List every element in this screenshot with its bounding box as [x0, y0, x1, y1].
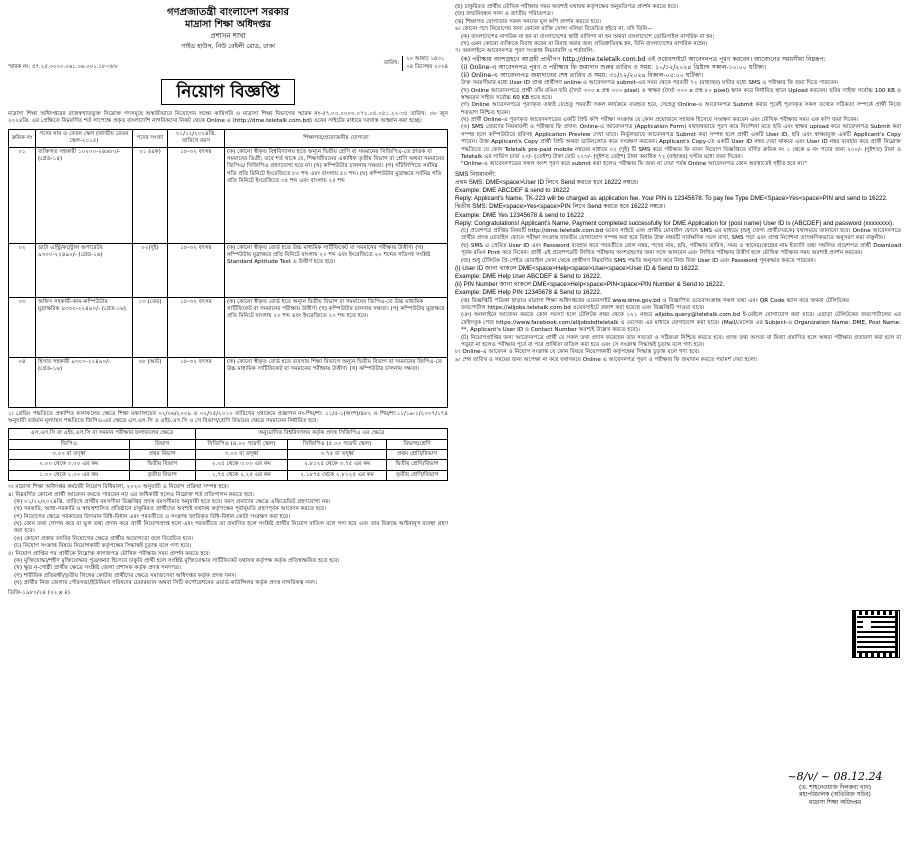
- right-end-list: [455, 298, 901, 350]
- row-count: ১৩ (তের): [133, 297, 168, 357]
- notice-title-wrap: [8, 79, 448, 105]
- sms-second: দ্বিতীয় SMS: DME<space>Yes<space>PIN লিখে Send করতে হবে 16222 নম্বরে।: [455, 203, 666, 211]
- sms-instructions: [455, 171, 901, 228]
- posts-table: [8, 129, 448, 408]
- sms-example-1: Example: DME ABCDEF & send to 16222: [455, 187, 570, 195]
- table-row: [9, 243, 448, 297]
- row-qualification: (ক) কোনো স্বীকৃত বোর্ড হতে উচ্চ মাধ্যমিক সার্টিফিকেট বা সমমানের পরীক্ষায় উত্তীর্ণ। (খ) কম্পিউটার মুদ্রাক্ষরে প্রতি মিনিটে বাংলায় ২০ শব্দ এবং ইংরেজিতে ২০ শব্দের গতিসহ সংশ্লিষ্ট Standard Aptitude Test এ উত্তীর্ণ হতে হবে।: [225, 243, 448, 297]
- list-item: (ক) বাংলাদেশের নাগরিক না হন বা বাংলাদেশের স্থায়ী বাসিন্দা না হন অথবা বাংলাদেশে ডোমিসাইল নাগরিক না হন;: [461, 33, 715, 40]
- list-item: (গ) শারীরিক প্রতিবন্ধী/তৃতীয় লিঙ্গের কোটায় প্রার্থীদের ক্ষেত্রে সমাজসেবা অধিদপ্তর কর্তৃক প্রদত্ত সনদ।: [14, 572, 237, 579]
- list-item: উক্ত সময়সীমার মধ্যে User ID প্রাপ্ত প্রার্থীগণ online-এ আবেদনপত্র submit-এর সময় থেকে পরবর্তী ৭২ (বাহাত্তর) ঘণ্টার মধ্যে SMS এ পরীক্ষার ফি জমা দিতে পারবেন।: [461, 80, 839, 87]
- signature-scribble: ~8/v/ ~ 08.12.24: [787, 770, 883, 783]
- notice-title: নিয়োগ বিজ্ঞপ্তি: [161, 79, 294, 105]
- sms-reply-1: Reply: Applicant's Name, TK-223 will be charged as application fee. Your PIN is 12345678. To pay fee Type DME<Space>Yes<space>PIN and send to 16222.: [455, 195, 888, 203]
- signatory-designation: মহাপরিচালক (অতিরিক্ত সচিব): [799, 792, 871, 799]
- list-item: ৫। নিয়োগ প্রাপ্তির পর প্রার্থীকে নিম্নোক্ত কাগজপত্র মৌখিক পরীক্ষার সময় প্রদর্শন করতে হবে:: [8, 550, 211, 557]
- recovery-line-1: (i) User ID জানা থাকলে DME<space>Help<space>User<space>User ID & Send to 16222.: [455, 264, 700, 272]
- row-count: ০১ (এক): [133, 147, 168, 243]
- row-serial: ০৪: [9, 357, 36, 407]
- grade-cell: ৩.০০ বা তদূর্ধ্ব: [195, 450, 287, 460]
- sms-example-2: Example: DME Yes 12345678 & send to 16222: [455, 211, 584, 219]
- grade-table: [8, 428, 448, 481]
- table-row: [9, 147, 448, 243]
- left-conditions: [8, 484, 448, 587]
- grade-cell: ২.০০ থেকে ৩.০০ এর কম: [9, 460, 130, 470]
- row-count: ০৮ (আট): [133, 357, 168, 407]
- list-item: (জ) জন্মনিবন্ধন সনদ ও জাতীয় পরিচয়পত্র।: [455, 11, 553, 18]
- row-serial: ০৩: [9, 297, 36, 357]
- sub-list: [8, 499, 448, 551]
- list-item: (খ) সরকারি, আধা-সরকারি ও স্বায়ত্তশাসিত প্রতিষ্ঠানে চাকুরিরত প্রার্থীদের অবশ্যই যথাযথ কর্তৃপক্ষের পূর্বানুমতি গ্রহণপূর্বক আবেদন করতে হবে।: [14, 506, 327, 513]
- list-item: (ক) মুক্তিযোদ্ধা/শহীদ মুক্তিযোদ্ধার পুত্র/কন্যা হিসেবে চাকুরি প্রার্থী হলে সংশ্লিষ্ট মুক্তিযোদ্ধার সার্টিফিকেট যথাযথ কর্তৃপক্ষ কর্তৃক প্রতিস্বাক্ষরিত হতে হবে।: [14, 557, 340, 564]
- row-age: ১৮-৩২ বৎসর: [168, 297, 225, 357]
- list-item: (ঝ) শিক্ষাগত যোগ্যতার সকল সনদের মূল কপি প্রদর্শন করতে হবে।: [455, 18, 601, 25]
- list-item: (চ) নিয়োগ সংক্রান্ত বিষয়ে নিয়োগকারী কর্তৃপক্ষের সিদ্ধান্তই চূড়ান্ত বলে গণ্য হবে।: [14, 543, 192, 550]
- row-post: ব্যক্তিগত সহকারী ১০২০০-২৪৬৮০/- (গ্রেড-১৪): [36, 147, 133, 243]
- grade-table-group-header: [9, 429, 448, 439]
- grade-cell: ৩.৭৫ বা তদূর্ধ্ব: [288, 450, 387, 460]
- grade-cell: দ্বিতীয় শ্রেণি/বিভাগ: [387, 460, 448, 470]
- intro-paragraph: মাদ্রাসা শিক্ষা অধিদপ্তরের রাজস্বখাতভুক্ত নিম্নোক্ত পদসমূহে অস্থায়ীভাবে নিয়োগের লক্ষ্যে কারিগরি ও মাদ্রাসা শিক্ষা বিভাগের স্মারক নং-৫৭.০০.০০০০.০৭২.০৫.০৫১.২২-৩৫ তারিখ: ০৮ জুন ২০২৪খ্রি. এর প্রেক্ষিতে নিম্নবর্ণিত শর্ত সাপেক্ষে প্রকৃত বাংলাদেশি নাগরিকদের নিকট থেকে Online এ (http://dme.teletalk.com.bd) ওয়েব সাইটের মাধ্যমে দরখাস্ত আহ্বান করা হচ্ছে।: [8, 111, 448, 125]
- branch-name: প্রশাসন শাখা: [210, 31, 246, 40]
- row-post: ডাটা এন্ট্রি/কন্ট্রোল অপারেটর ৯৩০০-২২৪৯০/- (গ্রেড-১৬): [36, 243, 133, 297]
- col-qualification: শিক্ষাগত/প্রয়োজনীয় যোগ্যতা: [225, 129, 448, 147]
- list-item: (খ) এমন কোনো ব্যক্তিকে বিবাহ করেন বা বিবাহ করার জন্য প্রতিশ্রুতিবদ্ধ হন, যিনি বাংলাদেশের নাগরিক নহেন।: [461, 40, 708, 47]
- row-qualification: (ক) কোনো স্বীকৃত বোর্ড হতে ব্যবসায় শিক্ষা বিভাগে অন্যূন দ্বিতীয় বিভাগ বা সমমানের জিপিএ-তে উচ্চ মাধ্যমিক সার্টিফিকেট বা সমমানের পরীক্ষায় উত্তীর্ণ। (খ) কম্পিউটার চালনায় দক্ষতা।: [225, 357, 448, 407]
- list-item: (গ) Online আবেদনপত্রে পূরণকৃত তথ্যই যেহেতু পরবর্তী সকল কার্যক্রমে ব্যবহৃত হবে, সেহেতু Online-এ আবেদনপত্র Submit করার পূর্বেই পূরণকৃত সকল তথ্যের সঠিকতা সম্পর্কে প্রার্থী নিজে শতভাগ নিশ্চিত হবেন।: [461, 102, 901, 116]
- table-row: [9, 357, 448, 407]
- grade-cell: প্রথম শ্রেণি/বিভাগ: [387, 450, 448, 460]
- grade-cell: দ্বিতীয় বিভাগ: [129, 460, 195, 470]
- grade-cell: ২.৮১২৫ থেকে ৩.৭৫ এর কম: [288, 460, 387, 470]
- list-item: (খ) Online আবেদনপত্রে প্রার্থী তাঁর রঙিন ছবি (দৈর্ঘ্য ৩০০ x প্রস্থ ৩০০ pixel) ও স্বাক্ষর (দৈর্ঘ্য ৩০০ x প্রস্থ ৮০ pixel) স্ক্যান করে নির্ধারিত স্থানে Upload করবেন। ছবির সাইজ সর্বোচ্চ 100 KB ও স্বাক্ষরের সাইজ সর্বোচ্চ 60 KB হতে হবে।: [461, 87, 901, 101]
- date-values: [402, 56, 448, 70]
- list-item: (ঙ) SMS প্রেরণের নিয়মাবলী ও পরীক্ষার ফি প্রদান: Online-এ আবেদনপত্র (Application Form) যথাযথভাবে পূরণ করে নির্দেশনা মতে ছবি এবং স্বাক্ষর upload করে আবেদনপত্র Submit করা সম্পন্ন হলে কম্পিউটারে ছবিসহ Application Preview দেখা যাবে। নির্ভুলভাবে আবেদনপত্র Submit করা সম্পন্ন হলে প্রার্থী একটি User ID, ছবি এবং স্বাক্ষরযুক্ত একটি Applicant's Copy পাবেন। উক্ত Applicant's Copy প্রার্থী প্রিন্ট অথবা ডাউনলোড করে সংরক্ষণ করবেন। Applicant's Copy-তে একটি User ID নম্বর দেয়া থাকবে এবং User ID নম্বর ব্যবহার করে প্রার্থী নিম্নোক্ত পদ্ধতিতে যে কোন Teletalk pre-paid mobile নম্বরের মাধ্যমে ০২ (দুই) টি SMS করে পরীক্ষার ফি বাবদ নিয়োগ বিজ্ঞপ্তিতে বর্ণিত ক্রমিক নং ১ থেকে ৪ নং পদের জন্য ২০০/- (দুইশত) টাকা ও Teletalk এর সার্ভিস চার্জ ২৩/- (তেইশ) টাকা মোট ২২৩/- (দুইশত তেইশ) টাকা অনধিক ৭২ (বাহাত্তর) ঘণ্টার মধ্যে জমা দিবেন।: [461, 124, 901, 160]
- memo-number: স্মারক নং: ৫৭.২৫.০০০০.০৬১.০৬.০০১.১৮-৩৮৮: [8, 63, 118, 70]
- list-item: (ঙ) কোনো প্রকার তদবির নিয়োগের ক্ষেত্রে প্রার্থীর অযোগ্যতা বলে বিবেচিত হবে।: [14, 535, 194, 542]
- grade-cell: ১.৭৫ থেকে ২.২৫ এর কম: [195, 470, 287, 480]
- list-item: (ট) নিয়োগপ্রাপ্তির জন্য আবেদনপত্রে প্রার্থী যে সকল তথ্য প্রদান করেছেন তার সত্যতা ও সঠিকতা নিশ্চিত করতে হবে। প্রদত্ত তথ্য অসত্য বা মিথ্যা প্রমাণিত হলে অথবা পরীক্ষায় প্রতারণা করা হলে বা পড়ুয়া না হলেও পরীক্ষার পূর্বে বা পরে প্রার্থিতা বাতিল করা হবে এবং সে সংক্রান্ত সিদ্ধান্তই চূড়ান্ত বলে গণ্য হবে।: [461, 334, 901, 348]
- list-item: (ঝ) বিজ্ঞপ্তিটি পত্রিকা ছাড়াও মাদ্রাসা শিক্ষা অধিদপ্তরের ওয়েবসাইট www.dme.gov.bd ও বিজ্ঞাপিত ওয়েবসংক্রান্ত সকল তথ্য এবং QR Code স্ক্যান করে অথবা টেলিটকের জবপোর্টাল https://alljobs.teletalk.com.bd ওয়েবসাইটে প্রকাশ করা হয়েছে এবং বিজ্ঞপ্তিটি পাওয়া যাবে।: [461, 297, 849, 311]
- sms-title: SMS নিয়মাবলী:: [455, 170, 497, 178]
- col-serial: ক্রমিক নং: [9, 129, 36, 147]
- grade-sub-cgpa4: সিজিপিএ (৪.০০ পয়েন্ট স্কেল): [195, 439, 287, 449]
- sub-list: [455, 34, 901, 49]
- date-box: [384, 56, 448, 70]
- col-age: ০১/১২/২০২৪খ্রি. তারিখে বয়স: [168, 129, 225, 147]
- list-item: ৭। অনলাইনে আবেদনপত্র পূরণ সংক্রান্ত নিয়মাবলি ও শর্তাবলি:: [455, 48, 594, 55]
- row-post: হিসাব সহকারী ৯৩০০-২২৪৯০/- (গ্রেড-১৬): [36, 357, 133, 407]
- grade-cell: ২.১৮৭৫ থেকে ২.৮১২৫ এর কম: [288, 470, 387, 480]
- row-post: অফিস সহকারী-কাম-কম্পিউটার মুদ্রাক্ষরিক ৯৩০০-২২৪৯০/- (গ্রেড-১৬): [36, 297, 133, 357]
- deadline-end: (ii) Online-এ আবেদনপত্র জমাদানের শেষ তারিখ ও সময়: ৩১/১২/২০২৪ বিকাল-০৫:০০ ঘটিকা।: [461, 72, 704, 79]
- list-item: ৮। Online-এ আবেদন ও নিয়োগ সংক্রান্ত যে কোন বিষয়ে নিয়োগকারী কর্তৃপক্ষের সিদ্ধান্ত চূড়ান্ত বলে গণ্য হবে।: [455, 349, 700, 356]
- list-item: ৬। কোনো পদে নিয়োগের জন্য কোনো ব্যক্তি যোগ্য বলিয়া বিবেচিত হইবে না, যদি তিনি—: [455, 26, 653, 33]
- list-item: ৩। মাদ্রাসা শিক্ষা অধিদপ্তর কর্মচারী নিয়োগ বিধিমালা, ২০২০ অনুযায়ী এ নিয়োগ প্রক্রিয়া সম্পন্ন হবে।: [8, 484, 229, 491]
- date-bangla: ২০ আষাঢ় ১৪৩১: [406, 56, 445, 63]
- grade-header-right: অনুমোদিত বিশ্ববিদ্যালয় কর্তৃক প্রদত্ত সিজিপিএ এর ক্ষেত্রে: [195, 429, 447, 439]
- list-item: (গ) নিয়োগের ক্ষেত্রে সরকারের বিদ্যমান বিধি-বিধান এবং পরবর্তীতে এ সংক্রান্ত জারিকৃত বিধি-বিধান কোটা সংরক্ষণ করা হবে।: [14, 513, 290, 520]
- grade-table-subheader: [9, 439, 448, 449]
- list-item: (ছ) চাকুরিরত প্রার্থীর মৌখিক পরীক্ষার সময় অবশ্যই যথাযথ কর্তৃপক্ষের অনুমতিপত্র প্রদর্শন করতে হবে।: [455, 4, 679, 10]
- list-item: (ক) ০১/১২/২০২৪খ্রি. তারিখে প্রার্থীর বয়সসীমা বিজ্ঞপ্তির প্রদত্ত বয়সসীমার অনুযায়ী হতে হবে। বয়স প্রমাণের ক্ষেত্রে এফিডেভিট গ্রহণযোগ্য নয়।: [14, 498, 331, 505]
- grade-note: ১। গ্রেডিং পদ্ধতিতে প্রকাশিত ফলাফলের ক্ষেত্রে শিক্ষা মন্ত্রণালয়ের ০২/০৬/২০০৯ ও ০২/০৫/২০১০ তারিখের যথাক্রমে প্রজ্ঞাপন নং-শিম/শা: ১১/৫-১(অংশ)/৪৮২ ও শিম/শা:১১/১৯-১/২০০৭/১৭৪ অনুযায়ী বর্তমান মূল্যায়ন পদ্ধতিতে জিপিএ-এর ক্ষেত্রে এস.এস.সি ও এইচ.এস.সি ও সে বিভাগ/শ্রেণি উভয়ের ক্ষেত্রে সমমানের নির্ধারিত হবে:: [8, 410, 448, 424]
- grade-sub-class: বিভাগ/শ্রেণি: [387, 439, 448, 449]
- apply-url-line: (ক) পরীক্ষায় অংশগ্রহণে আগ্রহী প্রার্থীগণ http://dme.teletalk.com.bd এই ওয়েবসাইটে আবেদনপত্র পূরণ করবেন। আবেদনের সময়সীমা নিম্নরূপ:: [461, 55, 826, 63]
- row-serial: ০২: [9, 243, 36, 297]
- grade-cell: ১.০০ থেকে ২.০০ এর কম: [9, 470, 130, 480]
- table-row: [9, 297, 448, 357]
- list-item: (জ) শুধু টেলিটক প্রি-পেইড মোবাইল ফোন থেকে প্রার্থীগণ নিম্নবর্ণিত SMS পদ্ধতি অনুসরণ করে নিজ নিজ User ID এবং Password পুনরুদ্ধার করতে পারবেন।: [461, 257, 816, 264]
- list-item: (চ) প্রবেশপত্র প্রাপ্তির বিষয়টি http://dme.teletalk.com.bd ওয়েব সাইটে এবং প্রার্থীর মোবাইল ফোনে SMS এর মাধ্যমে (শুধু যোগ্য প্রার্থীদেরকে) যথাসময়ে জানানো হবে। Online আবেদনপত্রে প্রার্থীর প্রদত্ত মোবাইল ফোনে পরীক্ষা সংক্রান্ত যাবতীয় যোগাযোগ সম্পন্ন করা হবে বিধায় উক্ত নম্বরটি সার্বক্ষণিক সচল রাখা, SMS পড়া এবং প্রাপ্ত নির্দেশনা তাৎক্ষণিকভাবে অনুসরণ করা বাঞ্ছনীয়।: [461, 228, 901, 242]
- list-item: "Online-এ আবেদনপত্রের সকল অংশ পূরণ করে submit করা হলেও পরীক্ষার ফি জমা না দেয়া পর্যন্ত Online আবেদনপত্র কোন অবস্থাতেই গৃহীত হবে না।": [461, 161, 807, 168]
- govt-name: গণপ্রজাতন্ত্রী বাংলাদেশ সরকার: [167, 7, 289, 18]
- posts-table-header: [9, 129, 448, 147]
- sms-first: প্রথম SMS: DME<space>User ID লিখে Send করতে হবে 16222 নম্বরে।: [455, 178, 639, 186]
- list-item: ৯। শেষ তারিখ ও সময়ের জন্য অপেক্ষা না করে যথাসময়ে Online এ আবেদনপত্র পূরণ ও পরীক্ষার ফি জমাদান করতে পরামর্শ দেয়া হলো।: [455, 356, 758, 363]
- list-item: (খ) ক্ষুদ্র নৃ-গোষ্ঠী প্রার্থীর ক্ষেত্রে সংশ্লিষ্ট জেলা প্রশাসক কর্তৃক প্রদত্ত সনদপত্র।: [14, 565, 181, 572]
- recovery-line-2: (ii) PIN Number জানা থাকলে DME<space>Help<space>PIN<space>PIN Number & Send to 16222.: [455, 281, 725, 289]
- deadline-start: (i) Online-এ আবেদনপত্র পূরণ ও পরীক্ষার ফি জমাদান শুরুর তারিখ ও সময়: ১০/১২/২০২৪ খ্রিষ্টাব্দ সকাল-১০:০০ ঘটিকা।: [461, 63, 767, 71]
- table-row: [9, 450, 448, 460]
- office-address: গাইড হাউস, নিউ বেইলী রোড, ঢাকা: [181, 41, 275, 50]
- grade-sub-cgpa5: সিজিপিএ (৫.০০ পয়েন্ট স্কেল): [288, 439, 387, 449]
- row-qualification: (ক) কোনো স্বীকৃত বোর্ড হতে অন্যূন দ্বিতীয় বিভাগ বা সমমানের জিপিএ-তে উচ্চ মাধ্যমিক সার্টিফিকেট বা সমমানের পরীক্ষায় উত্তীর্ণ। (খ) কম্পিউটার চালনায় দক্ষতা। (গ) কম্পিউটার মুদ্রাক্ষরে প্রতি মিনিটে বাংলায় ২০ শব্দ এবং ইংরেজিতে ২০ শব্দ হতে হবে।: [225, 297, 448, 357]
- row-count: ০২(দুই): [133, 243, 168, 297]
- right-low-list: [455, 228, 901, 265]
- apply-instructions: [455, 56, 901, 169]
- grade-cell: তৃতীয় শ্রেণি/বিভাগ: [387, 470, 448, 480]
- grade-cell: প্রথম বিভাগ: [129, 450, 195, 460]
- list-item: (ঞ) অনলাইনে আবেদন করতে কোন সমস্যা হলে টেলিটক নম্বর থেকে ১২১ নম্বরে alljobs.query@teletalk.com.bd ই-মেইলে যোগাযোগ করা যাবে। এছাড়া টেলিটকের জবপোর্টালের এর ফেইসবুক পেজ https://www.facebook.com/alljobsbdteletalk এ মেসেজ এর মাধ্যমে যোগাযোগ করা যাবে। (Mail/মেসেজ এর Subject-এ Organization Name: DME, Post Name: **, Applicant's User ID ও Contact Number অবশ্যই উল্লেখ করতে হবে)।: [461, 312, 901, 334]
- list-item: (ঘ) কোন তথ্য গোপন করে বা ভুল তথ্য প্রদান করে প্রার্থী নিয়োগপ্রাপ্ত হলে এবং পরবর্তীতে তা প্রমাণিত হলে সংশ্লিষ্ট প্রার্থীর নিয়োগ বাতিল বলে গণ্য হবে এবং তার বিরুদ্ধে আইনানুগ ব্যবস্থা গ্রহণ করা হবে।: [14, 521, 448, 535]
- row-age: ১৮-৩২ বৎসর: [168, 147, 225, 243]
- list-item: (ঘ) প্রার্থী Online-এ পূরণকৃত আবেদনপত্রের একটি প্রিন্ট কপি পরীক্ষা সংক্রান্ত যে কোন প্রয়োজনে সহায়ক হিসেবে সংরক্ষণ করবেন এবং মৌখিক পরীক্ষার সময় এক কপি জমা দিবেন।: [461, 117, 859, 124]
- qr-code-icon: [852, 610, 900, 658]
- col-count: পদের সংখ্যা: [133, 129, 168, 147]
- print-code: ডিজি-১৯৮০/২৪ (২২ x ৪): [8, 590, 70, 597]
- grade-header-left: এস.এস.সি বা এইচ.এস.সি বা সমমান পরীক্ষার ফলাফলের ক্ষেত্রে: [9, 429, 196, 439]
- sms-reply-2: Reply: Congratulations! Applicant's Name, Payment completed successfully for DME Application for (post name) User ID is (ABCDEF) and password (xxxxxxxx).: [455, 219, 894, 227]
- table-row: [9, 460, 448, 470]
- row-age: ১৮-৩২ বৎসর: [168, 357, 225, 407]
- signatory-name: (ড. শাহনেওয়াজ দিলরুবা খান): [799, 784, 871, 791]
- sub-list: [8, 558, 448, 588]
- right-top-list: [455, 4, 901, 56]
- recovery-instructions: [455, 265, 901, 298]
- list-item: ৪। নিম্নবর্ণিত কোনো প্রার্থী আবেদন করতে পারবেন না/ এর অধিকারী হলেও নিম্নোক্ত শর্ত প্রতিপালন করতে হবে:: [8, 491, 255, 498]
- recovery-example-2: Example: DME Help PIN 12345678 & Send to 16222.: [455, 289, 602, 297]
- recovery-example-1: Example: DME Help User ABCDEF & Send to 16222.: [455, 273, 602, 281]
- signature-block: [770, 770, 900, 807]
- grade-cell: ৩.০০ বা তদূর্ধ্ব: [9, 450, 130, 460]
- letterhead: [8, 6, 448, 50]
- list-item: (ঘ) প্রার্থীর নিজ জেলার পৌরসভা/ইউনিয়ন পরিষদের চেয়ারম্যান অথবা সিটি কর্পোরেশনের ওয়ার্ড কাউন্সিলর কর্তৃক প্রদত্ত নাগরিকত্ব সনদ।: [14, 580, 318, 587]
- memo-row: [8, 56, 448, 70]
- grade-sub-division: বিভাগ: [129, 439, 195, 449]
- col-post: পদের নাম ও বেতন স্কেল (জাতীয় বেতন স্কেল-২০১৫): [36, 129, 133, 147]
- grade-sub-gpa: জিপিএ: [9, 439, 130, 449]
- row-serial: ০১: [9, 147, 36, 243]
- date-label: তারিখ:: [383, 59, 400, 66]
- dept-name: মাদ্রাসা শিক্ষা অধিদপ্তর: [185, 19, 271, 31]
- left-column: [8, 0, 448, 598]
- list-item: (ছ) SMS এ প্রেরিত User ID এবং Password ব্যবহার করে পরবর্তীতে রোল নম্বর, পদের নাম, ছবি, পরীক্ষার তারিখ, সময় ও স্থানের/কেন্দ্রের নাম ইত্যাদি তথ্য সম্বলিত প্রবেশপত্র প্রার্থী Download পূর্বক রঙিন Print করে নিবেন। প্রার্থী এই প্রবেশপত্রটি লিখিত পরীক্ষায় অংশগ্রহণের জন্য সঙ্গে আনবেন এবং লিখিত পরীক্ষায় উত্তীর্ণ হলে মৌখিক পরীক্ষার সময় অবশ্যই প্রদর্শন করবেন।: [461, 242, 901, 257]
- right-column: [455, 4, 901, 364]
- row-age: ১৮-৩২ বৎসর: [168, 243, 225, 297]
- row-qualification: (ক) কোনো স্বীকৃত বিশ্ববিদ্যালয় হতে অন্যূন দ্বিতীয় শ্রেণি বা সমমানের সিজিপিএ-তে স্নাতক বা সমমানের ডিগ্রী; তবে শর্ত থাকে যে, শিক্ষাজীবনের একাধিক তৃতীয় বিভাগ বা শ্রেণি অথবা সমমানের জিপিএ/ সিজিপিএ গ্রহণযোগ্য হবে না। (খ) কম্পিউটার চালনায় দক্ষতা। (গ) সাঁটলিপিতে সর্বনিম্ন গতি প্রতি মিনিটে ইংরেজিতে ৮০ শব্দ এবং বাংলায় ৫০ শব্দ। (ঘ) কম্পিউটার মুদ্রাক্ষরে সর্বনিম্ন গতি প্রতি মিনিটে ইংরেজিতে ৩৫ শব্দ এবং বাংলায় ২৫ শব্দ: [225, 147, 448, 243]
- table-row: [9, 470, 448, 480]
- signatory-office: মাদ্রাসা শিক্ষা অধিদপ্তর: [808, 799, 862, 806]
- grade-cell: ২.২৫ থেকে ৩.০০ এর কম: [195, 460, 287, 470]
- grade-cell: তৃতীয় বিভাগ: [129, 470, 195, 480]
- date-english: ০৪ ডিসেম্বর ২০২৪: [406, 63, 448, 70]
